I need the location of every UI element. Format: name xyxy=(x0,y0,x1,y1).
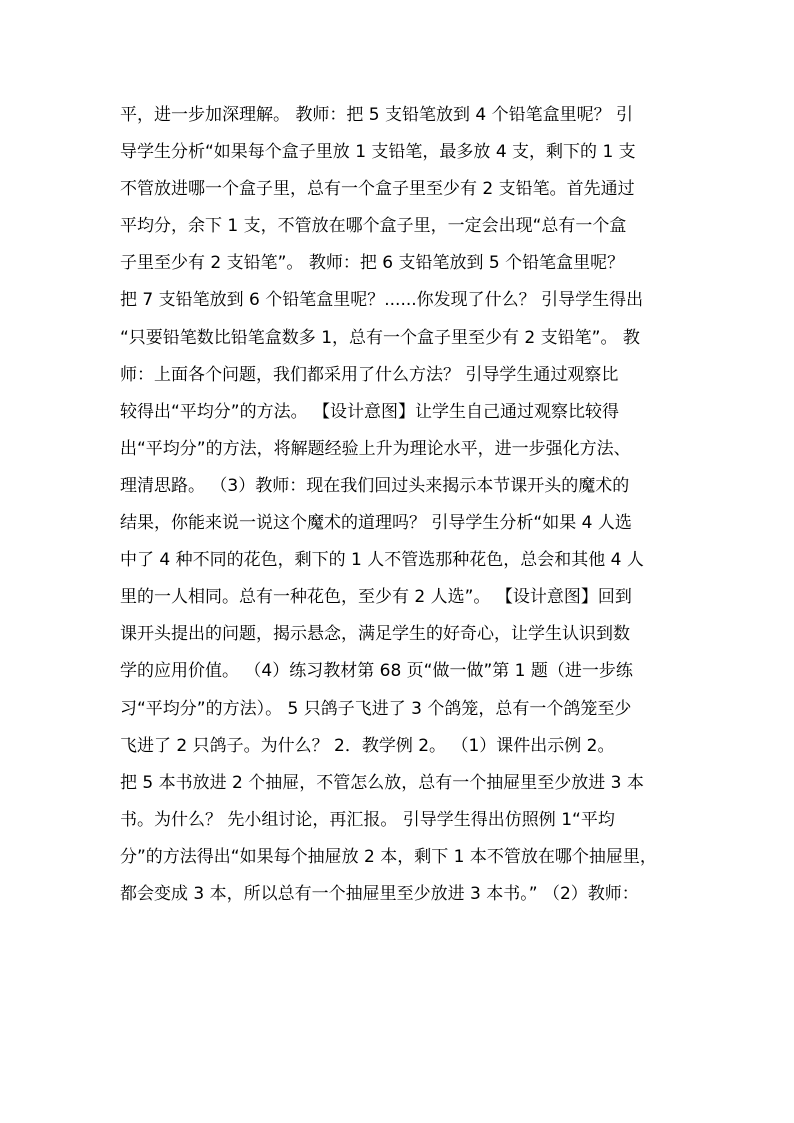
body-text xyxy=(120,97,695,913)
text-line: 把 7 支铅笔放到 6 个铅笔盒里呢？......你发现了什么？ 引导学生得出 xyxy=(120,290,644,311)
text-line: 导学生分析“如果每个盒子里放 1 支铅笔，最多放 4 支，剩下的 1 支 xyxy=(120,142,636,163)
text-line: 理清思路。 （3）教师：现在我们回过头来揭示本节课开头的魔术的 xyxy=(120,475,630,496)
text-line: 较得出“平均分”的方法。 【设计意图】让学生自己通过观察比较得 xyxy=(120,401,620,422)
text-line: 习“平均分”的方法）。 5 只鸽子飞进了 3 个鸽笼，总有一个鸽笼至少 xyxy=(120,698,632,719)
text-line: 结果，你能来说一说这个魔术的道理吗？ 引导学生分析“如果 4 人选 xyxy=(120,513,632,534)
text-line: 把 5 本书放进 2 个抽屉，不管怎么放，总有一个抽屉里至少放进 3 本 xyxy=(120,772,644,793)
text-line: 不管放进哪一个盒子里，总有一个盒子里至少有 2 支铅笔。首先通过 xyxy=(120,179,635,200)
text-line: 课开头提出的问题，揭示悬念，满足学生的好奇心，让学生认识到数 xyxy=(120,624,630,645)
text-line: “只要铅笔数比铅笔盒数多 1，总有一个盒子里至少有 2 支铅笔”。 教 xyxy=(120,327,640,348)
text-line: 中了 4 种不同的花色，剩下的 1 人不管选那种花色，总会和其他 4 人 xyxy=(120,550,644,571)
text-line: 师：上面各个问题，我们都采用了什么方法？ 引导学生通过观察比 xyxy=(120,364,619,385)
text-line: 出“平均分”的方法，将解题经验上升为理论水平，进一步强化方法、 xyxy=(120,438,631,459)
text-line: 平，进一步加深理解。 教师：把 5 支铅笔放到 4 个铅笔盒里呢？ 引 xyxy=(120,105,634,125)
text-line: 飞进了 2 只鸽子。为什么？ 2．教学例 2。 （1）课件出示例 2。 xyxy=(120,735,615,756)
text-line: 都会变成 3 本，所以总有一个抽屉里至少放进 3 本书。” （2）教师： xyxy=(120,883,639,904)
text-line: 书。为什么？ 先小组讨论，再汇报。 引导学生得出仿照例 1“平均 xyxy=(120,809,615,830)
text-line: 分”的方法得出“如果每个抽屉放 2 本，剩下 1 本不管放在哪个抽屉里， xyxy=(120,846,657,867)
text-line: 子里至少有 2 支铅笔”。 教师：把 6 支铅笔放到 5 个铅笔盒里呢？ xyxy=(120,253,625,274)
text-line: 里的一人相同。总有一种花色，至少有 2 人选”。 【设计意图】回到 xyxy=(120,587,632,608)
text-line: 平均分，余下 1 支，不管放在哪个盒子里，一定会出现“总有一个盒 xyxy=(120,216,627,237)
text-line: 学的应用价值。 （4）练习教材第 68 页“做一做”第 1 题（进一步练 xyxy=(120,661,633,682)
